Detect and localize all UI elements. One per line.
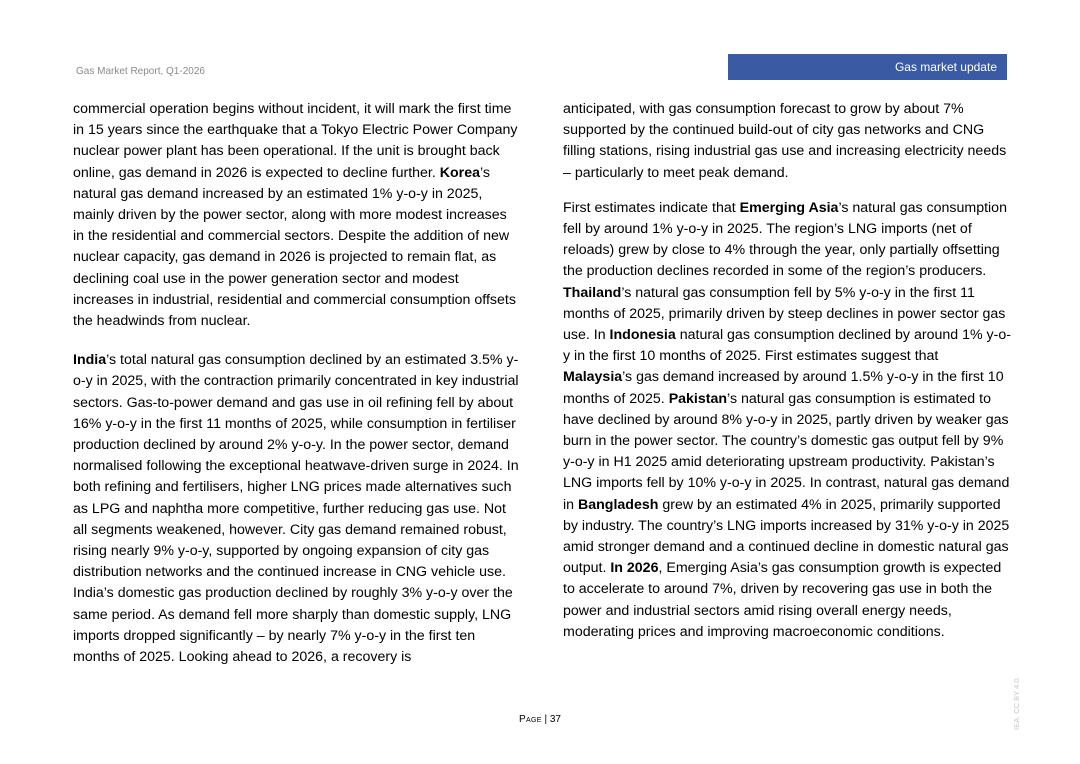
text-run: First estimates indicate that <box>563 199 740 216</box>
left-column <box>73 99 521 668</box>
page-footer <box>0 714 1080 725</box>
page-number: 37 <box>549 714 561 725</box>
right-column <box>563 99 1011 643</box>
left-paragraph-india <box>73 350 521 668</box>
page-label: Page <box>519 714 542 725</box>
highlight-term: Malaysia <box>563 369 623 386</box>
highlight-term: Korea <box>439 164 480 181</box>
text-run: anticipated, with gas consumption forecast to grow by about 7% supported by the continued build-out of city gas networks and CNG filling stations, rising industrial gas use and increasing electricity needs – particularly to meet peak demand. <box>563 101 1007 181</box>
left-paragraph-japan-korea <box>73 99 521 332</box>
page-separator: | <box>544 714 548 725</box>
text-run: ’s natural gas demand increased by an estimated 1% y-o-y in 2025, mainly driven by the power sector, along with more modest increases in the residential and commercial sectors. Despite the addition of new nuclear capacity, gas demand in 2026 is projected to remain flat, as declining coal use in the power generation sector and modest increases in industrial, residential and commercial consumption offsets the headwinds from nuclear. <box>73 164 516 330</box>
highlight-term: Pakistan <box>668 390 728 407</box>
highlight-term: Emerging Asia <box>739 199 839 216</box>
text-run: , Emerging Asia’s gas consumption growth is expected to accelerate to around 7%, driven by recovering gas use in both the power and industrial sectors amid rising overall energy needs, moderating prices and improving macroeconomic conditions. <box>563 560 1002 640</box>
text-run: ’s natural gas consumption fell by around 1% y-o-y in 2025. The region’s LNG imports (net of reloads) grew by close to 4% through the year, only partially offsetting the production declines recorded in some of the region’s producers. <box>563 199 1007 280</box>
text-run: commercial operation begins without incident, it will mark the first time in 15 years since the earthquake that a Tokyo Electric Power Company nuclear power plant has been operational. If the unit is brought back online, gas demand in 2026 is expected to decline further. <box>73 101 518 181</box>
text-run: ’s natural gas consumption is estimated to have declined by around 8% y-o-y in 2025, partly driven by weaker gas burn in the power sector. The country’s domestic gas output fell by 9% y-o-y in H1 2025 amid deteriorating upstream productivity. Pakistan’s LNG imports fell by 10% y-o-y in 2025. In contrast, natural gas demand in <box>563 390 1010 513</box>
text-run: ’s total natural gas consumption declined by an estimated 3.5% y-o-y in 2025, with the contraction primarily concentrated in key industrial sectors. Gas-to-power demand and gas use in oil refining fell by about 16% y-o-y in the first 11 months of 2025, while consumption in fertiliser production declined by around 2% y-o-y. In the power sector, demand normalised following the exceptional heatwave-driven surge in 2024. In both refining and fertilisers, higher LNG prices made alternatives such as LPG and naphtha more competitive, further reducing gas use. Not all segments weakened, however. City gas demand remained robust, rising nearly 9% y-o-y, supported by ongoing expansion of city gas distribution networks and the continued increase in CNG vehicle use. India’s domestic gas production declined by roughly 3% y-o-y over the same period. As demand fell more sharply than domestic supply, LNG imports dropped significantly – by nearly 7% y-o-y in the first ten months of 2025. Looking ahead to 2026, a recovery is <box>73 352 519 666</box>
text-run: grew by an estimated 4% in 2025, primarily supported by industry. The country’s LNG imports increased by 31% y-o-y in 2025 amid stronger demand and a continued decline in domestic natural gas output. <box>563 496 1010 577</box>
highlight-term: Indonesia <box>609 327 676 344</box>
highlight-term: In 2026 <box>610 560 659 577</box>
right-paragraph-india-outlook <box>563 99 1011 184</box>
text-run: ’s gas demand increased by around 1.5% y-o-y in the first 10 months of 2025. <box>563 369 1004 407</box>
highlight-term: Bangladesh <box>577 496 659 513</box>
section-tab: Gas market update <box>728 54 1007 80</box>
highlight-term: Thailand <box>563 284 622 301</box>
report-title: Gas Market Report, Q1-2026 <box>76 66 205 77</box>
license-watermark: IEA. CC BY 4.0. <box>1012 676 1021 730</box>
text-run: natural gas consumption declined by around 1% y-o-y in the first 10 months of 2025. First estimates suggest that <box>563 327 1011 365</box>
highlight-term: India <box>73 352 107 369</box>
text-run: ’s natural gas consumption fell by 5% y-o-y in the first 11 months of 2025, primarily driven by steep declines in power sector gas use. In <box>563 284 1006 344</box>
right-paragraph-emerging-asia <box>563 198 1011 643</box>
